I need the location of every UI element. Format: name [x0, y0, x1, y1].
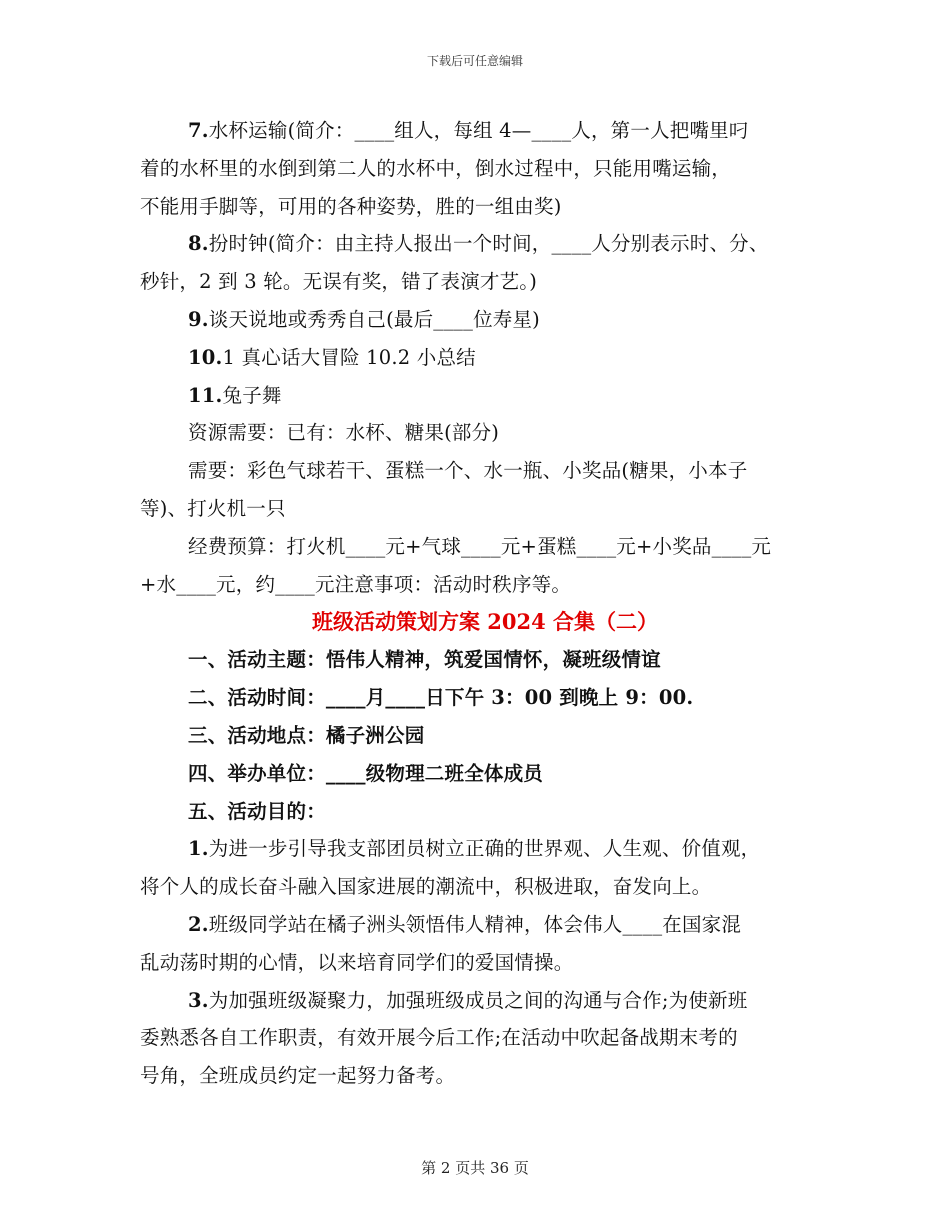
item-number: 2.: [188, 912, 209, 936]
list-item-9: [140, 301, 820, 339]
text-line: 委熟悉各自工作职责，有效开展今后工作;在活动中吹起备战期末考的: [140, 1026, 738, 1050]
page-header: 下载后可任意编辑: [426, 54, 523, 68]
item-number: 1.: [188, 837, 209, 861]
section-heading-purpose: 五、活动目的：: [188, 799, 326, 823]
purpose-item-2: [140, 906, 820, 944]
item-number: 8.: [188, 232, 209, 256]
section-title: 班级活动策划方案 2024 合集（二）: [311, 609, 659, 635]
page-footer: 第 2 页共 36 页: [421, 1159, 529, 1177]
text-line: 等)、打火机一只: [140, 496, 286, 520]
text-line: 着的水杯里的水倒到第二人的水杯中，倒水过程中，只能用嘴运输，: [140, 156, 732, 180]
text-line: 乱动荡时期的心情，以来培育同学们的爱国情操。: [140, 950, 574, 974]
purpose-item-3: [140, 982, 820, 1020]
list-item-7: [140, 112, 820, 150]
section-heading-organizer: 四、举办单位：____级物理二班全体成员: [188, 761, 544, 785]
item-text: 扮时钟(简介：由主持人报出一个时间，____人分别表示时、分、: [208, 232, 769, 256]
resources-line: 资源需要：已有：水杯、糖果(部分): [188, 421, 500, 445]
item-number: 7.: [188, 119, 209, 142]
document-body: [140, 112, 820, 1095]
text-line: 不能用手脚等，可用的各种姿势，胜的一组由奖): [140, 194, 562, 218]
section-heading-theme: 一、活动主题：悟伟人精神，筑爱国情怀，凝班级情谊: [188, 648, 661, 672]
item-number: 10.: [188, 345, 223, 369]
item-text: 水杯运输(简介：____组人，每组 4—____人，第一人把嘴里叼: [208, 119, 749, 142]
purpose-item-1: [140, 830, 820, 868]
text-line: 将个人的成长奋斗融入国家进展的潮流中，积极进取，奋发向上。: [140, 875, 712, 899]
list-item-10: [140, 339, 820, 377]
item-number: 11.: [188, 383, 223, 407]
item-text: 为加强班级凝聚力，加强班级成员之间的沟通与合作;为使新班: [208, 988, 748, 1012]
text-line: 秒针，2 到 3 轮。无误有奖，错了表演才艺。): [140, 270, 538, 294]
text-line: +水____元，约____元注意事项：活动时秩序等。: [140, 572, 572, 596]
text-line: 号角，全班成员约定一起努力备考。: [140, 1064, 456, 1088]
item-text: 为进一步引导我支部团员树立正确的世界观、人生观、价值观，: [208, 837, 761, 861]
item-text: 1 真心话大冒险 10.2 小总结: [222, 345, 476, 369]
list-item-11: [140, 377, 820, 415]
item-text: 兔子舞: [222, 383, 282, 407]
budget-line: 经费预算：打火机____元+气球____元+蛋糕____元+小奖品____元: [188, 534, 772, 558]
item-number: 3.: [188, 988, 209, 1012]
section-heading-time: 二、活动时间：____月____日下午 3：00 到晚上 9：00.: [188, 686, 694, 710]
item-number: 9.: [188, 307, 209, 331]
item-text: 谈天说地或秀秀自己(最后____位寿星): [208, 307, 540, 331]
list-item-8: [140, 225, 820, 263]
item-text: 班级同学站在橘子洲头领悟伟人精神，体会伟人____在国家混: [208, 912, 742, 936]
needs-line: 需要：彩色气球若干、蛋糕一个、水一瓶、小奖品(糖果，小本子: [188, 459, 748, 483]
section-heading-location: 三、活动地点：橘子洲公园: [188, 723, 425, 747]
